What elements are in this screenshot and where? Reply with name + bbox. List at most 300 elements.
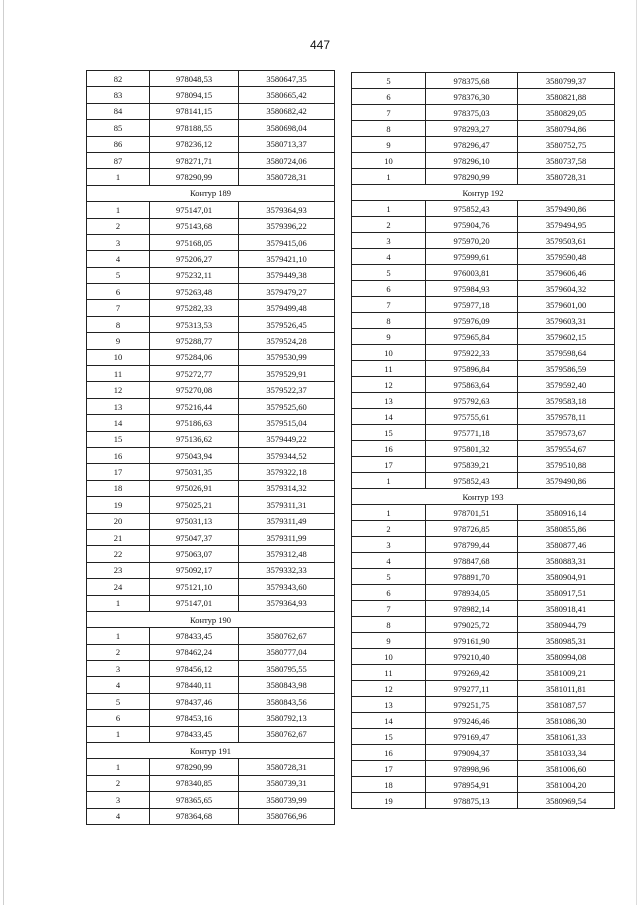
coord-x: 976003,81 — [426, 265, 518, 281]
point-number: 5 — [87, 267, 150, 283]
coord-y: 3580728,31 — [239, 169, 335, 185]
table-row — [352, 201, 615, 217]
table-row — [352, 233, 615, 249]
table-row — [352, 169, 615, 185]
point-number: 6 — [352, 281, 426, 297]
coord-x: 979161,90 — [426, 633, 518, 649]
table-row — [87, 628, 335, 644]
point-number: 15 — [87, 431, 150, 447]
coord-x: 979251,75 — [426, 697, 518, 713]
point-number: 2 — [87, 644, 150, 660]
coord-y: 3580883,31 — [518, 553, 615, 569]
table-row — [87, 415, 335, 431]
coord-x: 978437,46 — [150, 693, 239, 709]
table-row — [87, 333, 335, 349]
coord-x: 975965,84 — [426, 329, 518, 345]
coord-y: 3580916,14 — [518, 505, 615, 521]
table-row — [87, 234, 335, 250]
coord-x: 978433,45 — [150, 628, 239, 644]
point-number: 10 — [87, 349, 150, 365]
point-number: 10 — [352, 345, 426, 361]
table-row — [87, 284, 335, 300]
coord-x: 975206,27 — [150, 251, 239, 267]
coord-x: 978847,68 — [426, 553, 518, 569]
point-number: 17 — [352, 457, 426, 473]
coord-y: 3579606,46 — [518, 265, 615, 281]
table-row — [352, 425, 615, 441]
table-row — [87, 71, 335, 87]
point-number: 8 — [352, 313, 426, 329]
coord-x: 978236,12 — [150, 136, 239, 152]
point-number: 1 — [352, 169, 426, 185]
table-row — [352, 249, 615, 265]
point-number: 16 — [352, 441, 426, 457]
coord-x: 975313,53 — [150, 316, 239, 332]
table-row — [352, 361, 615, 377]
table-row — [352, 569, 615, 585]
point-number: 16 — [87, 447, 150, 463]
coord-x: 978271,71 — [150, 152, 239, 168]
table-row — [352, 745, 615, 761]
scan-edge-right — [636, 0, 637, 905]
coord-y: 3580855,86 — [518, 521, 615, 537]
coord-x: 975904,76 — [426, 217, 518, 233]
point-number: 10 — [352, 649, 426, 665]
coord-x: 978094,15 — [150, 87, 239, 103]
point-number: 7 — [352, 601, 426, 617]
point-number: 9 — [352, 633, 426, 649]
table-row — [352, 713, 615, 729]
coord-y: 3579415,06 — [239, 234, 335, 250]
coord-y: 3580647,35 — [239, 71, 335, 87]
coord-y: 3579590,48 — [518, 249, 615, 265]
coord-x: 975216,44 — [150, 398, 239, 414]
coord-y: 3579364,93 — [239, 595, 335, 611]
point-number: 8 — [87, 316, 150, 332]
point-number: 4 — [87, 677, 150, 693]
table-row — [352, 665, 615, 681]
point-number: 12 — [352, 377, 426, 393]
coord-y: 3579343,60 — [239, 579, 335, 595]
coord-y: 3581086,30 — [518, 713, 615, 729]
table-row — [352, 345, 615, 361]
coord-y: 3580795,55 — [239, 661, 335, 677]
table-row — [352, 793, 615, 809]
coord-y: 3580843,98 — [239, 677, 335, 693]
point-number: 21 — [87, 529, 150, 545]
point-number: 12 — [87, 382, 150, 398]
point-number: 84 — [87, 103, 150, 119]
table-row — [352, 441, 615, 457]
coord-x: 978440,11 — [150, 677, 239, 693]
coord-y: 3580766,96 — [239, 808, 335, 824]
coord-x: 975284,06 — [150, 349, 239, 365]
point-number: 14 — [352, 713, 426, 729]
coord-x: 978456,12 — [150, 661, 239, 677]
point-number: 7 — [87, 300, 150, 316]
coord-y: 3579522,37 — [239, 382, 335, 398]
contour-header-row — [87, 185, 335, 201]
coord-x: 975984,93 — [426, 281, 518, 297]
coord-y: 3580829,05 — [518, 105, 615, 121]
point-number: 23 — [87, 562, 150, 578]
table-row — [87, 152, 335, 168]
table-row — [87, 218, 335, 234]
point-number: 8 — [352, 617, 426, 633]
point-number: 3 — [352, 537, 426, 553]
coord-x: 975863,64 — [426, 377, 518, 393]
point-number: 83 — [87, 87, 150, 103]
coord-y: 3580985,31 — [518, 633, 615, 649]
coord-y: 3579499,48 — [239, 300, 335, 316]
point-number: 3 — [87, 234, 150, 250]
coord-y: 3579603,31 — [518, 313, 615, 329]
point-number: 17 — [352, 761, 426, 777]
point-number: 19 — [87, 497, 150, 513]
coord-x: 975977,18 — [426, 297, 518, 313]
table-row — [352, 393, 615, 409]
point-number: 5 — [87, 693, 150, 709]
contour-header: Контур 190 — [87, 611, 335, 627]
coord-y: 3579449,38 — [239, 267, 335, 283]
table-row — [352, 153, 615, 169]
coord-y: 3580713,37 — [239, 136, 335, 152]
point-number: 17 — [87, 464, 150, 480]
table-row — [352, 505, 615, 521]
coord-x: 978364,68 — [150, 808, 239, 824]
point-number: 2 — [87, 775, 150, 791]
coord-x: 975792,63 — [426, 393, 518, 409]
coord-y: 3579311,99 — [239, 529, 335, 545]
coord-y: 3579602,15 — [518, 329, 615, 345]
coord-y: 3579515,04 — [239, 415, 335, 431]
point-number: 18 — [352, 777, 426, 793]
point-number: 10 — [352, 153, 426, 169]
table-row — [352, 377, 615, 393]
point-number: 1 — [87, 169, 150, 185]
coord-x: 978462,24 — [150, 644, 239, 660]
coord-x: 978296,47 — [426, 137, 518, 153]
table-row — [87, 644, 335, 660]
coord-y: 3580777,04 — [239, 644, 335, 660]
coord-x: 978375,68 — [426, 73, 518, 89]
point-number: 3 — [87, 792, 150, 808]
table-row — [87, 431, 335, 447]
coord-y: 3580904,91 — [518, 569, 615, 585]
coord-x: 975026,91 — [150, 480, 239, 496]
coord-x: 978340,85 — [150, 775, 239, 791]
table-row — [87, 464, 335, 480]
coord-y: 3581033,34 — [518, 745, 615, 761]
coord-x: 978934,05 — [426, 585, 518, 601]
contour-header: Контур 193 — [352, 489, 615, 505]
table-row — [352, 697, 615, 713]
point-number: 1 — [87, 726, 150, 742]
table-row — [87, 546, 335, 562]
coord-x: 978701,51 — [426, 505, 518, 521]
table-row — [352, 121, 615, 137]
coord-x: 975852,43 — [426, 473, 518, 489]
contour-header-row — [87, 611, 335, 627]
table-row — [352, 297, 615, 313]
point-number: 12 — [352, 681, 426, 697]
point-number: 1 — [352, 505, 426, 521]
coord-y: 3579396,22 — [239, 218, 335, 234]
table-row — [352, 617, 615, 633]
coord-y: 3580752,75 — [518, 137, 615, 153]
point-number: 19 — [352, 793, 426, 809]
table-row — [352, 329, 615, 345]
coord-x: 978433,45 — [150, 726, 239, 742]
point-number: 1 — [87, 628, 150, 644]
table-row — [352, 105, 615, 121]
contour-header: Контур 191 — [87, 743, 335, 759]
table-row — [87, 366, 335, 382]
coord-x: 975186,63 — [150, 415, 239, 431]
table-row — [352, 633, 615, 649]
table-row — [352, 217, 615, 233]
coord-y: 3579322,18 — [239, 464, 335, 480]
coord-y: 3579490,86 — [518, 201, 615, 217]
table-row — [87, 562, 335, 578]
table-row — [87, 382, 335, 398]
coord-x: 978048,53 — [150, 71, 239, 87]
table-row — [87, 251, 335, 267]
point-number: 11 — [352, 361, 426, 377]
coord-y: 3579311,31 — [239, 497, 335, 513]
point-number: 2 — [352, 217, 426, 233]
point-number: 15 — [352, 425, 426, 441]
point-number: 14 — [352, 409, 426, 425]
coord-x: 975852,43 — [426, 201, 518, 217]
coord-y: 3581087,57 — [518, 697, 615, 713]
table-row — [87, 120, 335, 136]
coord-x: 979094,37 — [426, 745, 518, 761]
table-row — [352, 313, 615, 329]
coord-x: 975092,17 — [150, 562, 239, 578]
coord-y: 3579525,60 — [239, 398, 335, 414]
point-number: 16 — [352, 745, 426, 761]
table-row — [87, 529, 335, 545]
point-number: 14 — [87, 415, 150, 431]
coord-y: 3579530,99 — [239, 349, 335, 365]
point-number: 11 — [87, 366, 150, 382]
table-row — [87, 497, 335, 513]
coord-y: 3580843,56 — [239, 693, 335, 709]
point-number: 4 — [87, 251, 150, 267]
coord-x: 979246,46 — [426, 713, 518, 729]
table-row — [87, 759, 335, 775]
point-number: 24 — [87, 579, 150, 595]
point-number: 11 — [352, 665, 426, 681]
point-number: 4 — [352, 249, 426, 265]
table-row — [352, 761, 615, 777]
coord-x: 978293,27 — [426, 121, 518, 137]
table-row — [87, 202, 335, 218]
coord-y: 3580728,31 — [239, 759, 335, 775]
coord-y: 3580737,58 — [518, 153, 615, 169]
point-number: 2 — [87, 218, 150, 234]
coord-x: 975801,32 — [426, 441, 518, 457]
coord-x: 975121,10 — [150, 579, 239, 595]
table-row — [87, 808, 335, 824]
point-number: 1 — [87, 759, 150, 775]
point-number: 8 — [352, 121, 426, 137]
coord-x: 978998,96 — [426, 761, 518, 777]
table-row — [87, 693, 335, 709]
coord-y: 3580762,67 — [239, 628, 335, 644]
coord-y: 3580698,04 — [239, 120, 335, 136]
table-row — [352, 137, 615, 153]
coord-y: 3579573,67 — [518, 425, 615, 441]
coord-x: 978376,30 — [426, 89, 518, 105]
coord-x: 975976,09 — [426, 313, 518, 329]
coord-y: 3579586,59 — [518, 361, 615, 377]
page-number: 447 — [309, 38, 331, 52]
coord-x: 975031,35 — [150, 464, 239, 480]
coord-y: 3580794,86 — [518, 121, 615, 137]
point-number: 1 — [87, 595, 150, 611]
coord-x: 978290,99 — [426, 169, 518, 185]
coord-x: 979169,47 — [426, 729, 518, 745]
coord-y: 3580994,08 — [518, 649, 615, 665]
coord-x: 978954,91 — [426, 777, 518, 793]
coord-y: 3579554,67 — [518, 441, 615, 457]
point-number: 6 — [87, 284, 150, 300]
table-row — [352, 409, 615, 425]
table-row — [87, 726, 335, 742]
coord-x: 975970,20 — [426, 233, 518, 249]
coord-y: 3579312,48 — [239, 546, 335, 562]
coord-y: 3579314,32 — [239, 480, 335, 496]
point-number: 9 — [352, 137, 426, 153]
point-number: 9 — [352, 329, 426, 345]
point-number: 82 — [87, 71, 150, 87]
point-number: 7 — [352, 105, 426, 121]
coord-x: 975272,77 — [150, 366, 239, 382]
table-row — [352, 585, 615, 601]
coord-y: 3580724,06 — [239, 152, 335, 168]
coord-x: 975270,08 — [150, 382, 239, 398]
coord-y: 3579578,11 — [518, 409, 615, 425]
coord-y: 3579526,45 — [239, 316, 335, 332]
coord-x: 978141,15 — [150, 103, 239, 119]
coord-x: 975282,33 — [150, 300, 239, 316]
table-row — [352, 537, 615, 553]
coord-y: 3579449,22 — [239, 431, 335, 447]
coord-x: 975288,77 — [150, 333, 239, 349]
coordinates-table-right — [351, 72, 614, 809]
table-row — [87, 661, 335, 677]
point-number: 86 — [87, 136, 150, 152]
table-row — [87, 349, 335, 365]
point-number: 13 — [352, 697, 426, 713]
point-number: 7 — [352, 297, 426, 313]
table-row — [352, 73, 615, 89]
table-row — [87, 677, 335, 693]
point-number: 4 — [87, 808, 150, 824]
coord-y: 3581009,21 — [518, 665, 615, 681]
coord-y: 3579344,52 — [239, 447, 335, 463]
table-row — [87, 398, 335, 414]
coordinates-table-left — [86, 70, 334, 825]
table-row — [87, 447, 335, 463]
table-row — [352, 601, 615, 617]
point-number: 6 — [87, 710, 150, 726]
coord-x: 978453,16 — [150, 710, 239, 726]
coord-x: 975025,21 — [150, 497, 239, 513]
coord-y: 3580739,31 — [239, 775, 335, 791]
coord-x: 975755,61 — [426, 409, 518, 425]
table-row — [352, 649, 615, 665]
table-row — [87, 136, 335, 152]
coord-y: 3581004,20 — [518, 777, 615, 793]
table-row — [352, 89, 615, 105]
table-row — [352, 457, 615, 473]
point-number: 13 — [352, 393, 426, 409]
coord-x: 975922,33 — [426, 345, 518, 361]
point-number: 22 — [87, 546, 150, 562]
coord-x: 975147,01 — [150, 202, 239, 218]
point-number: 6 — [352, 89, 426, 105]
coord-x: 975839,21 — [426, 457, 518, 473]
coord-x: 978290,99 — [150, 169, 239, 185]
point-number: 9 — [87, 333, 150, 349]
contour-header: Контур 189 — [87, 185, 335, 201]
coord-y: 3581006,60 — [518, 761, 615, 777]
coord-y: 3579364,93 — [239, 202, 335, 218]
coord-x: 975031,13 — [150, 513, 239, 529]
coord-y: 3579592,40 — [518, 377, 615, 393]
coord-x: 979277,11 — [426, 681, 518, 697]
coord-y: 3579604,32 — [518, 281, 615, 297]
coord-y: 3580877,46 — [518, 537, 615, 553]
point-number: 87 — [87, 152, 150, 168]
coord-x: 975063,07 — [150, 546, 239, 562]
coord-x: 975168,05 — [150, 234, 239, 250]
point-number: 5 — [352, 265, 426, 281]
coord-y: 3580792,13 — [239, 710, 335, 726]
point-number: 15 — [352, 729, 426, 745]
coord-x: 978726,85 — [426, 521, 518, 537]
coord-y: 3580917,51 — [518, 585, 615, 601]
coord-y: 3580682,42 — [239, 103, 335, 119]
coord-y: 3579598,64 — [518, 345, 615, 361]
coord-y: 3579601,00 — [518, 297, 615, 313]
table-row — [87, 792, 335, 808]
table-row — [87, 169, 335, 185]
point-number: 1 — [352, 473, 426, 489]
coord-y: 3580762,67 — [239, 726, 335, 742]
point-number: 13 — [87, 398, 150, 414]
point-number: 3 — [87, 661, 150, 677]
table-row — [87, 513, 335, 529]
table-row — [87, 267, 335, 283]
coord-x: 978375,03 — [426, 105, 518, 121]
contour-header-row — [87, 743, 335, 759]
contour-header-row — [352, 489, 615, 505]
table-row — [352, 473, 615, 489]
coord-x: 975136,62 — [150, 431, 239, 447]
coord-x: 978799,44 — [426, 537, 518, 553]
coord-x: 975232,11 — [150, 267, 239, 283]
table-row — [352, 729, 615, 745]
point-number: 18 — [87, 480, 150, 496]
coord-x: 975047,37 — [150, 529, 239, 545]
coord-x: 978188,55 — [150, 120, 239, 136]
coord-x: 975147,01 — [150, 595, 239, 611]
coord-x: 978982,14 — [426, 601, 518, 617]
